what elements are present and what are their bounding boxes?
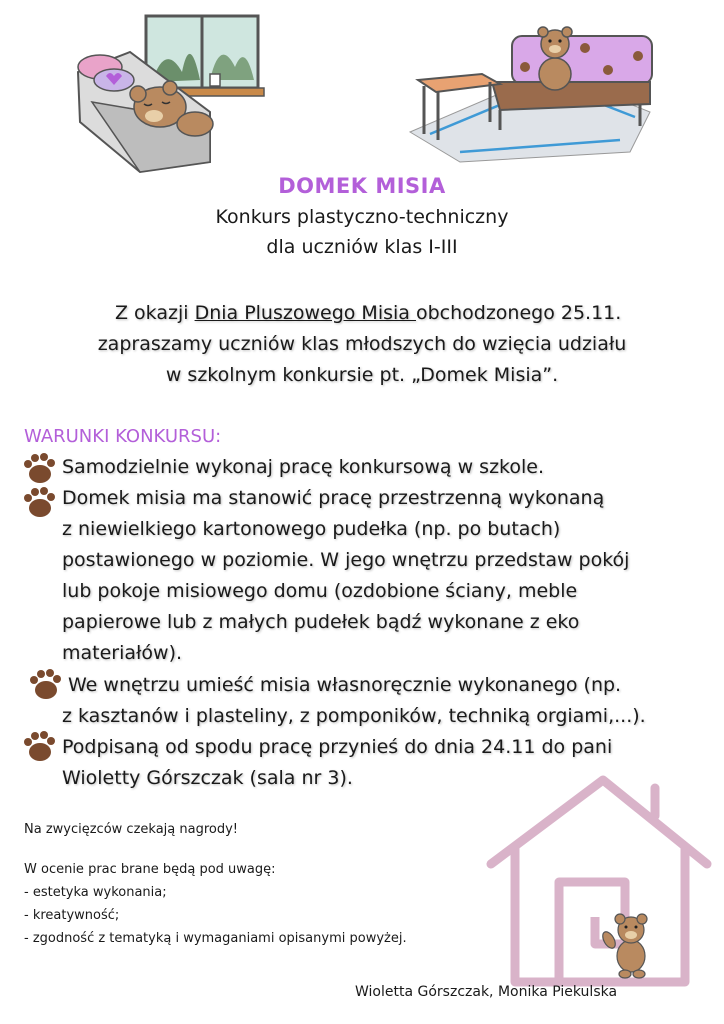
paw-icon xyxy=(28,668,62,702)
subtitle-line-1: Konkurs plastyczno-techniczny xyxy=(215,206,509,228)
subtitle-line-2: dla uczniów klas I-III xyxy=(266,236,458,258)
rule-3 xyxy=(62,670,646,732)
rule-4-line: Podpisaną od spodu pracę przynieś do dnia 24.11 do pani xyxy=(62,736,613,758)
page-title: DOMEK MISIA xyxy=(278,174,446,198)
rule-3-line: z kasztanów i plasteliny, z pomponików, techniką orgiami,...). xyxy=(62,705,646,727)
rule-2-line: Domek misia ma stanowić pracę przestrzenną wykonaną xyxy=(62,487,605,509)
house-illustration xyxy=(485,772,715,994)
rule-2-line: materiałów). xyxy=(62,642,183,664)
intro-line-2: zapraszamy uczniów klas młodszych do wzięcia udziału xyxy=(97,333,627,355)
rule-1 xyxy=(62,452,544,483)
criteria-heading: W ocenie prac brane będą pod uwagę: xyxy=(24,862,276,877)
intro-line-1 xyxy=(115,302,621,324)
rule-2 xyxy=(62,483,629,669)
rule-2-line: z niewielkiego kartonowego pudełka (np. po butach) xyxy=(62,518,561,540)
bear-on-sofa-illustration xyxy=(400,22,660,167)
intro-text-after: obchodzonego 25.11. xyxy=(415,302,622,324)
paw-icon xyxy=(22,486,56,520)
paw-icon xyxy=(22,452,56,486)
rule-2-line: postawionego w poziomie. W jego wnętrzu przedstaw pokój xyxy=(62,549,630,571)
rule-4-line: Wioletty Górszczak (sala nr 3). xyxy=(62,767,353,789)
signature: Wioletta Górszczak, Monika Piekulska xyxy=(355,984,618,1000)
rule-2-line: papierowe lub z małych pudełek bądź wykonane z eko xyxy=(62,611,580,633)
paw-icon xyxy=(22,730,56,764)
intro-underlined-event: Dnia Pluszowego Misia xyxy=(194,302,416,324)
prizes-note: Na zwycięzców czekają nagrody! xyxy=(24,822,238,837)
criteria-item: - zgodność z tematyką i wymaganiami opisanymi powyżej. xyxy=(24,931,407,946)
intro-text-before: Z okazji xyxy=(115,302,195,324)
rule-2-line: lub pokoje misiowego domu (ozdobione ściany, meble xyxy=(62,580,578,602)
sleeping-bear-illustration xyxy=(70,12,270,177)
criteria-item: - kreatywność; xyxy=(24,908,120,923)
criteria-item: - estetyka wykonania; xyxy=(24,885,167,900)
rules-heading: WARUNKI KONKURSU: xyxy=(24,426,222,447)
rule-3-line: We wnętrzu umieść misia własnoręcznie wykonanego (np. xyxy=(68,674,622,696)
intro-line-3: w szkolnym konkursie pt. „Domek Misia”. xyxy=(165,364,559,386)
rule-1-line: Samodzielnie wykonaj pracę konkursową w szkole. xyxy=(62,456,545,478)
